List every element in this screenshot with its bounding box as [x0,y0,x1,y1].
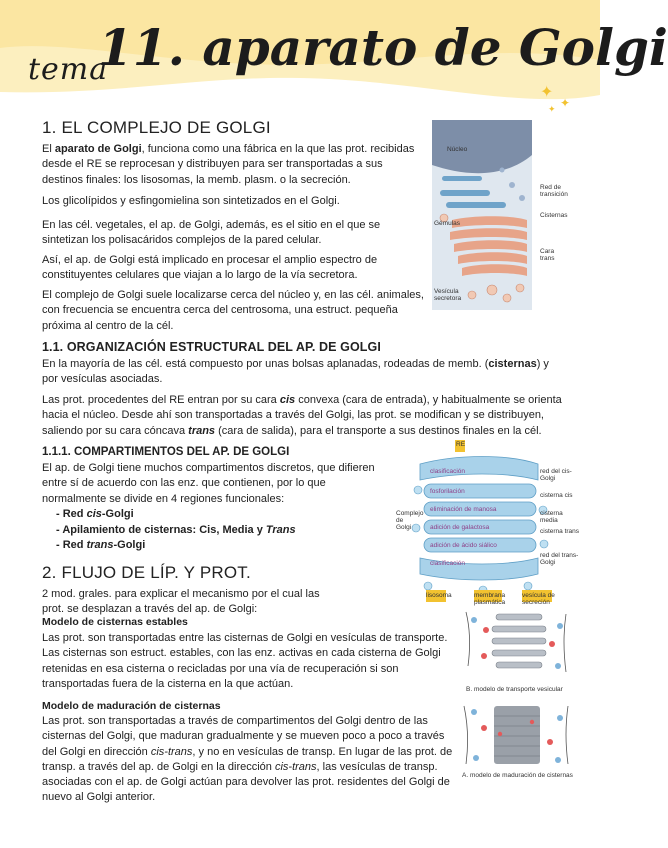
figure-label: cisterna trans [540,528,580,535]
sparkle-icon: ✦ [548,104,556,114]
figure-label: RE [456,441,466,448]
figure-label: Cara trans [540,248,555,262]
vesicular-transport-figure [462,606,572,682]
figure-label: cisterna cis [540,492,573,499]
list-item: - Apilamiento de cisternas: Cis, Media y Trans [56,523,296,539]
paragraph: Los glicolípidos y esfingomielina son sintetizados en el Golgi. [42,195,340,207]
sparkle-icon: ✦ [540,84,554,101]
paragraph: 2 mod. grales. para explicar el mecanismo por el cual las prot. se desplazan a través del ap. de Golgi: [42,588,320,616]
figure-label: Núcleo [447,146,468,153]
section-heading-1: 1. EL COMPLEJO DE GOLGI [42,118,271,137]
figure-label: clasificación [430,468,466,475]
tema-label: tema [28,52,109,87]
figure-label: Red de transición [540,184,568,198]
paragraph: El complejo de Golgi suele localizarse cerca del núcleo y, en las cél. animales, con frecuencia se encuentra cerca del centrosoma, una estruct. pequeña próxima al centro de la cél. [42,289,424,332]
section-heading-1-1-1: 1.1.1. COMPARTIMENTOS DEL AP. DE GOLGI [42,446,290,458]
figure-label: fosforilación [430,488,465,495]
list-item: - Red trans-Golgi [56,538,296,554]
cisternal-maturation-figure [460,698,572,770]
figure-label: adición de galactosa [430,524,490,531]
figure-label: vesícula de secreción [522,592,555,606]
model-heading: Modelo de cisternas estables [42,616,188,628]
section-heading-1-1: 1.1. ORGANIZACIÓN ESTRUCTURAL DEL AP. DE GOLGI [42,340,381,354]
figure-caption: B. modelo de transporte vesicular [466,686,563,693]
figure-label: red del trans-Golgi [540,552,579,566]
figure-label: eliminación de manosa [430,506,497,513]
paragraph: En las cél. vegetales, el ap. de Golgi, además, es el sitio en el que se sintetizan los polisacáridos complejos de la pared celular. [42,219,381,247]
paragraph: El ap. de Golgi tiene muchos compartimentos discretos, que difieren entre sí de acuerdo con las enz. que contienen, por lo que normalmente se divide en 4 regiones funcionales: [42,462,375,505]
page-title: 11. aparato de Golgi [98,18,668,77]
paragraph: Las prot. procedentes del RE entran por su cara cis convexa (cara de entrada), y habitualmente se orienta hacia el núcleo. Desde ahí son transportadas a través del Golgi, las prot. se modifican y se distribuyen, saliendo por su cara cóncava trans (cara de salida), para el transporte a sus destinos finales en la cél. [42,394,562,437]
figure-caption: A. modelo de maduración de cisternas [462,772,573,779]
figure-label: cisterna media [540,510,563,524]
model-heading: Modelo de maduración de cisternas [42,700,221,712]
figure-label: adición de ácido siálico [430,542,497,549]
sparkle-icon: ✦ [560,96,571,110]
list-item: - Red cis-Golgi [56,507,296,523]
figure-label: Gémulas [434,220,461,227]
figure-label: red del cis-Golgi [540,468,572,482]
figure-label: Vesícula secretora [434,288,462,302]
regions-list [56,507,296,554]
figure-label: clasificación [430,560,466,567]
figure-label: Cisternas [540,212,568,219]
paragraph: Las prot. son transportadas a través de compartimentos del Golgi dentro de las cisternas del Golgi, que maduran gradualmente y se mueven poco a poco a través del Golgi en dirección cis-trans, y no en vesículas de transp. En lugar de las prot. de transp. a través del ap. de Golgi en la dirección cis-trans, las vesículas de transp. asociadas con el ap. de Golgi actúan para devolver las prot. residentes del Golgi de nuevo al Golgi anterior. [42,715,453,804]
figure-label: Complejo de Golgi [396,510,424,531]
figure-label: lisosoma [426,592,452,599]
paragraph: Así, el ap. de Golgi está implicado en procesar el amplio espectro de constituyentes celulares que viajan a lo largo de la vía secretora. [42,254,378,282]
paragraph: El aparato de Golgi, funciona como una fábrica en la que las prot. recibidas desde el RE se reprocesan y distribuyen para ser transportadas a sus destinos finales: los lisosomas, la memb. plasm. o la secreción. [42,143,415,186]
figure-label: membrana plasmática [474,592,506,606]
paragraph: Las prot. son transportadas entre las cisternas de Golgi en vesículas de transporte. Las cisternas son estruct. estables, con las enz. activas en cada cisterna de Golgi retenidas en esa cisterna o recicladas por una vía de recuperación si son transportadas fuera de la cisterna en la que actúan. [42,632,448,690]
section-heading-2: 2. FLUJO DE LÍP. Y PROT. [42,563,251,582]
paragraph: En la mayoría de las cél. está compuesto por unas bolsas aplanadas, rodeadas de memb. (cisternas) y por vesículas asociadas. [42,358,549,386]
